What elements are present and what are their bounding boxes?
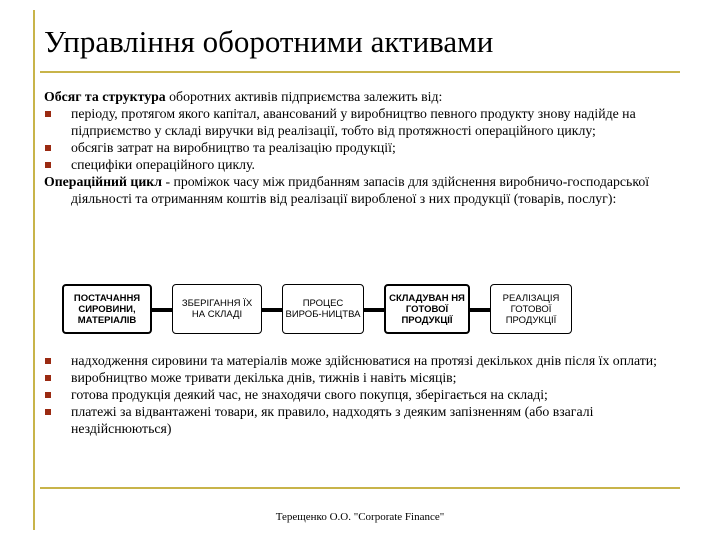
note-text: готова продукція деякий час, не знаходячи свого покупця, зберігається на складі; [71,387,548,402]
factor-item [44,139,684,156]
notes-list [44,352,684,437]
square-bullet-icon [45,392,51,398]
intro-bold: Обсяг та структура [44,89,166,104]
cycle-bold: Операційний цикл [44,174,162,189]
note-item [44,369,684,386]
footer-separator [40,487,680,489]
square-bullet-icon [45,358,51,364]
note-item [44,403,684,437]
note-text: платежі за відвантажені товари, як правило, надходять з деяким запізненням (або взагалі нездійснюються) [71,404,594,436]
square-bullet-icon [45,375,51,381]
cycle-rest: - проміжок часу між придбанням запасів для здійснення виробничо-господарської діяльності та отриманням коштів від реалізації виробленої з них продукції (товарів, послуг): [71,174,650,206]
diagram-box-sales: РЕАЛІЗАЦІЯ ГОТОВОЇ ПРОДУКЦІЇ [490,284,572,334]
footer-credit: Терещенко О.О. "Corporate Finance" [275,511,445,523]
square-bullet-icon [45,162,51,168]
intro-paragraph [44,88,684,105]
factor-item [44,105,684,139]
note-item [44,386,684,403]
diagram-box-production: ПРОЦЕС ВИРОБ-НИЦТВА [282,284,364,334]
factor-text: періоду, протягом якого капітал, авансований у виробництво певного продукту знову надійде на підприємство у складі виручки від реалізації, тобто від протяжності операційного циклу; [71,106,636,138]
note-item [44,352,684,369]
diagram-box-supply: ПОСТАЧАННЯ СИРОВИНИ, МАТЕРІАЛІВ [62,284,152,334]
cycle-definition [44,173,684,207]
slide-title: Управління оборотними активами [44,24,494,59]
square-bullet-icon [45,111,51,117]
factor-text: специфіки операційного циклу. [71,157,256,172]
note-text: надходження сировини та матеріалів може здійснюватися на протязі декількох днів після їх оплати; [71,353,657,368]
left-decorative-line [33,10,35,530]
square-bullet-icon [45,145,51,151]
main-text [44,88,684,207]
diagram-box-warehousing: СКЛАДУВАН НЯ ГОТОВОЇ ПРОДУКЦІЇ [384,284,470,334]
title-underline [40,71,680,73]
note-text: виробництво може тривати декілька днів, тижнів і навіть місяців; [71,370,457,385]
intro-rest: оборотних активів підприємства залежить від: [165,89,443,104]
operating-cycle-diagram [62,284,582,338]
square-bullet-icon [45,409,51,415]
factor-text: обсягів затрат на виробництво та реалізацію продукції; [71,140,396,155]
factor-item [44,156,684,173]
diagram-box-storage: ЗБЕРІГАННЯ ЇХ НА СКЛАДІ [172,284,262,334]
